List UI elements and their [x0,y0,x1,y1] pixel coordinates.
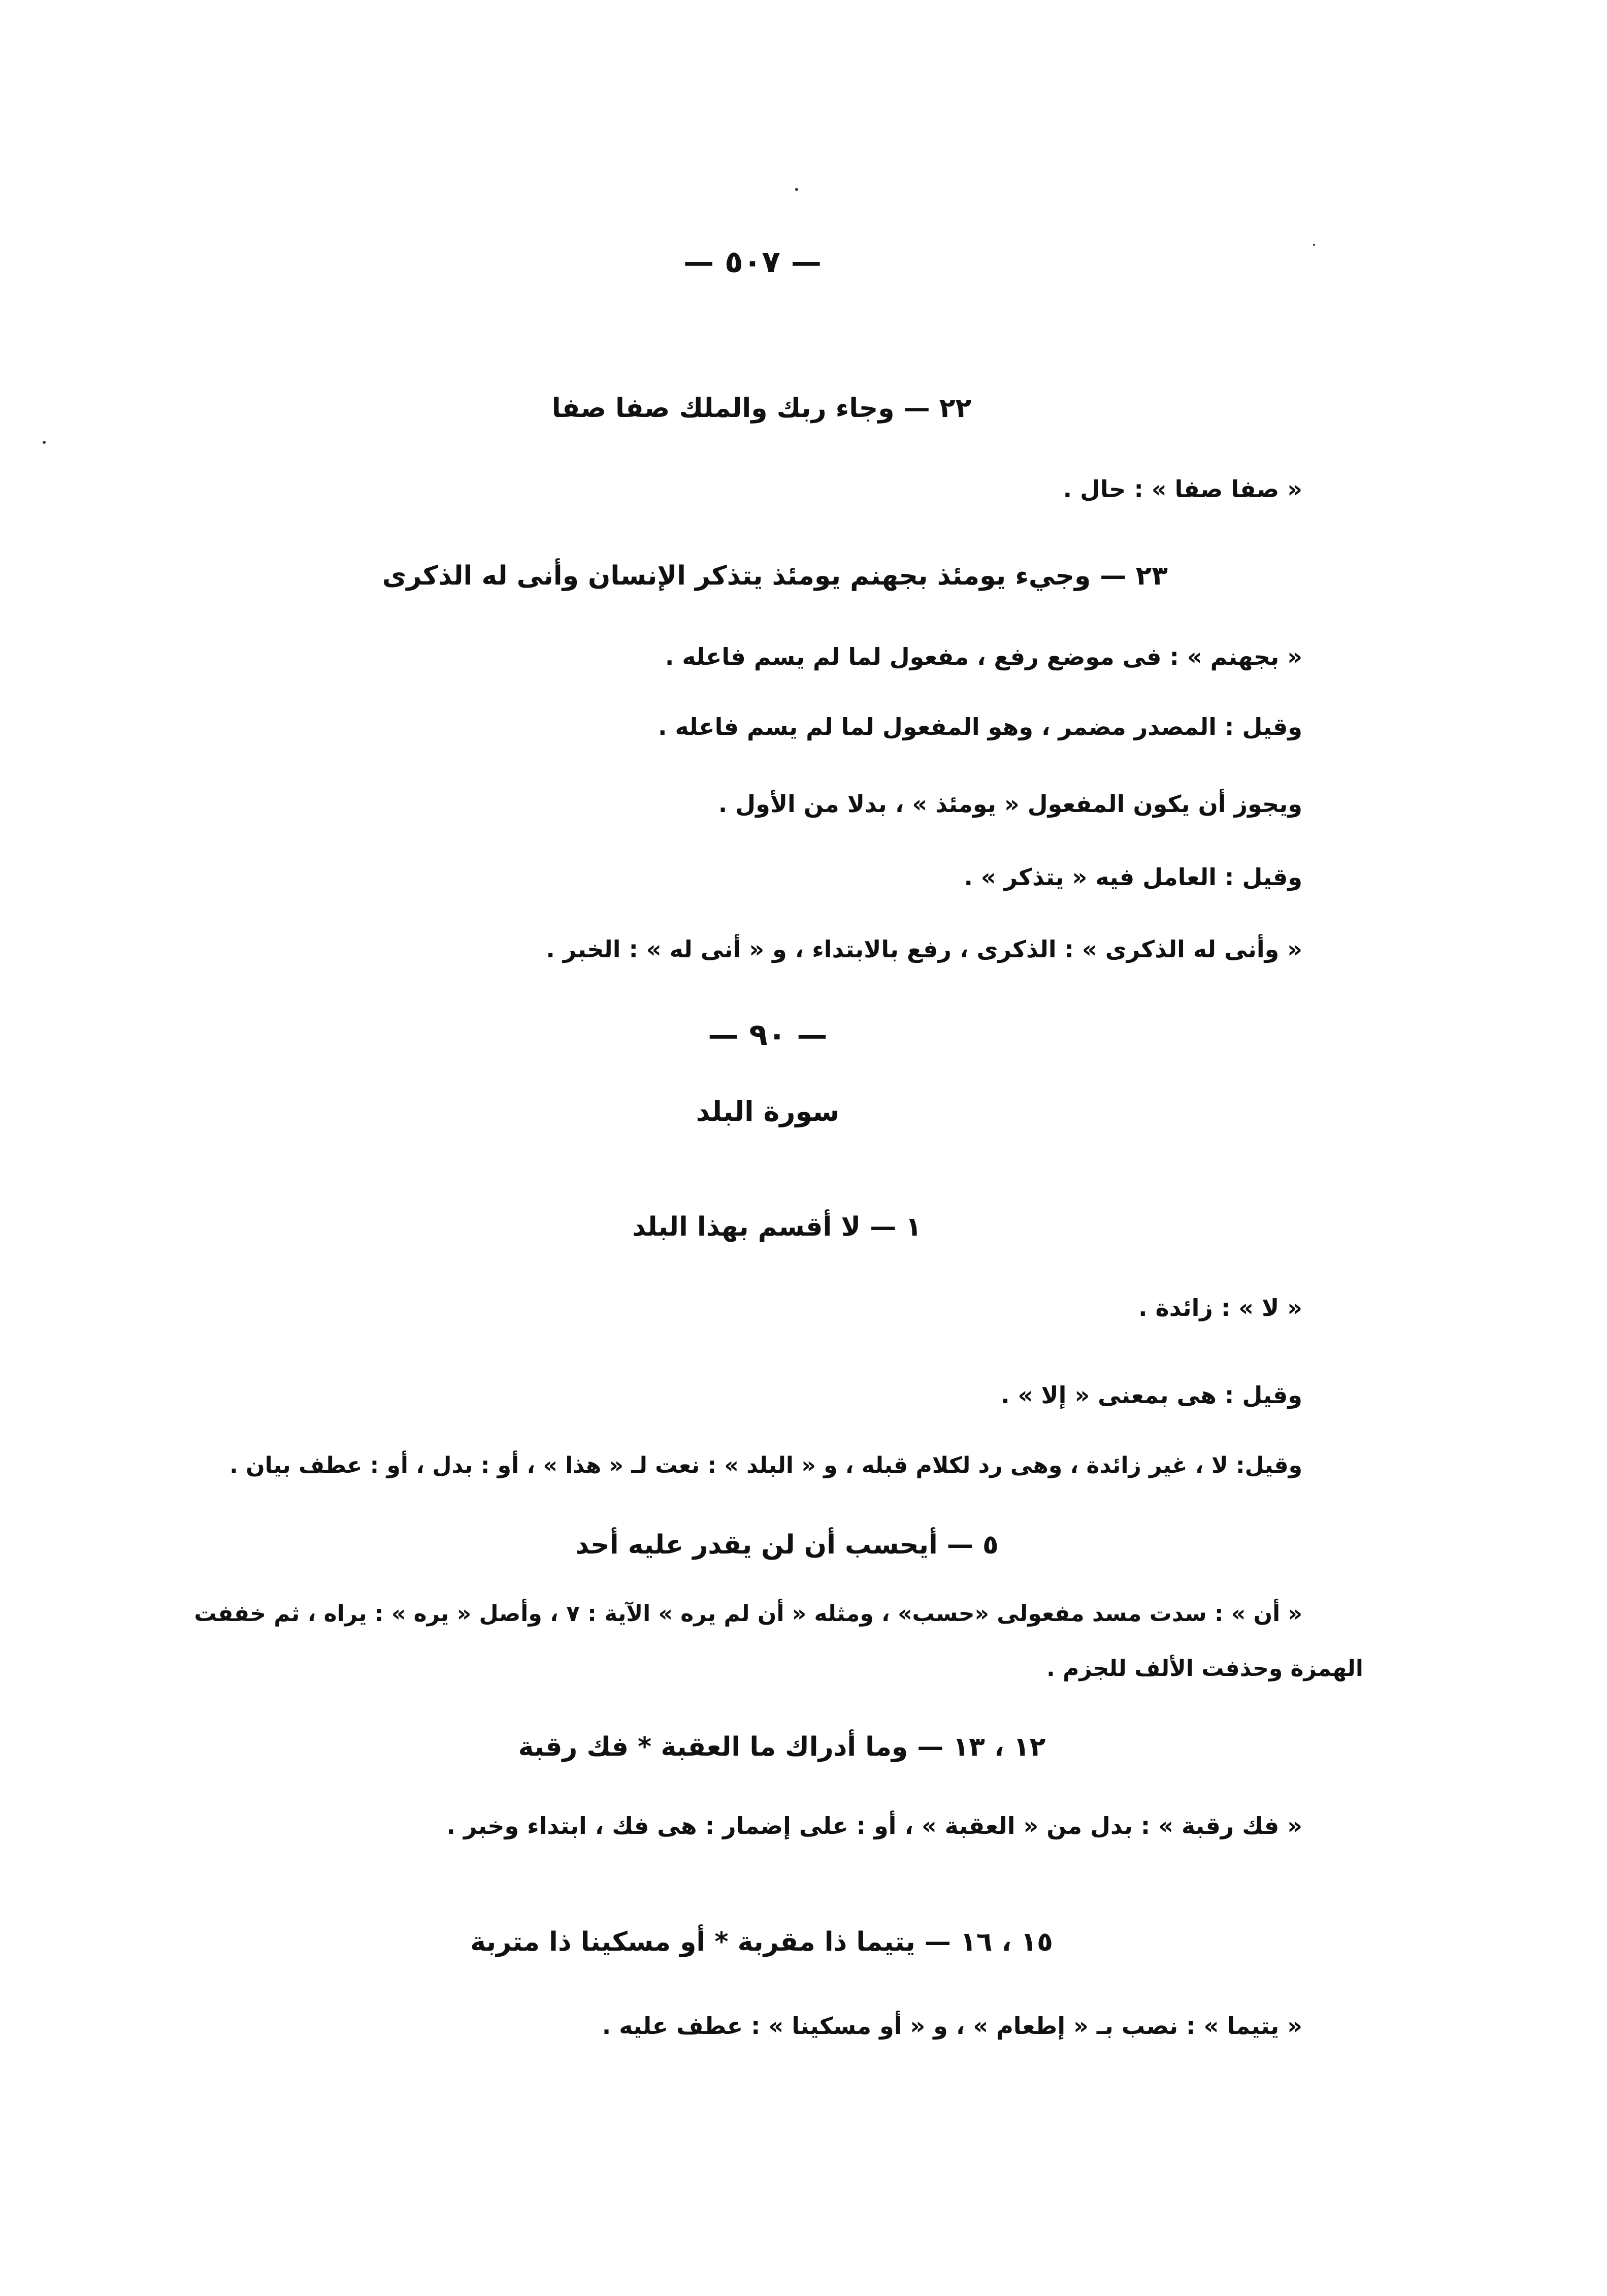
verse-line: ١٥ ، ١٦ — يتيما ذا مقربة * أو مسكينا ذا متربة [470,1927,1053,1957]
verse-line: ١٢ ، ١٣ — وما أدراك ما العقبة * فك رقبة [518,1732,1046,1762]
note-line: « صفا صفا » : حال . [1063,475,1302,503]
verse-line: ١ — لا أقسم بهذا البلد [632,1212,922,1242]
scan-speck [43,441,46,444]
page-number: — ٥٠٧ — [683,244,822,280]
note-line: « فك رقبة » : بدل من « العقبة » ، أو : على إضمار : هى فك ، ابتداء وخبر . [446,1812,1302,1839]
surah-title: سورة البلد [696,1095,840,1127]
note-line: ويجوز أن يكون المفعول « يومئذ » ، بدلا من الأول . [718,790,1302,818]
note-line: « لا » : زائدة . [1138,1294,1302,1321]
note-line: الهمزة وحذفت الألف للجزم . [1046,1656,1363,1681]
note-line: وقيل : المصدر مضمر ، وهو المفعول لما لم يسم فاعله . [658,713,1302,740]
note-line: وقيل : هى بمعنى « إلا » . [1001,1381,1302,1409]
verse-line: ٢٣ — وجيء يومئذ بجهنم يومئذ يتذكر الإنسان وأنى له الذكرى [382,561,1168,591]
verse-line: ٥ — أيحسب أن لن يقدر عليه أحد [575,1530,999,1560]
note-line: وقيل : العامل فيه « يتذكر » . [964,863,1302,891]
section-number: — ٩٠ — [708,1017,828,1053]
note-line: وقيل: لا ، غير زائدة ، وهى رد لكلام قبله ، و « البلد » : نعت لـ « هذا » ، أو : بدل ، أو : عطف بيان . [229,1452,1302,1478]
note-line: « وأنى له الذكرى » : الذكرى ، رفع بالابتداء ، و « أنى له » : الخبر . [546,935,1302,963]
scan-speck [1313,244,1315,246]
scan-speck [795,188,798,191]
note-line: « بجهنم » : فى موضع رفع ، مفعول لما لم يسم فاعله . [665,643,1302,670]
note-line: « يتيما » : نصب بـ « إطعام » ، و « أو مسكينا » : عطف عليه . [602,2012,1302,2040]
verse-line: ٢٢ — وجاء ربك والملك صفا صفا [551,393,972,424]
note-line: « أن » : سدت مسد مفعولى «حسب» ، ومثله « أن لم يره » الآية : ٧ ، وأصل « يره » : يراه ، ثم خففت [194,1601,1302,1627]
